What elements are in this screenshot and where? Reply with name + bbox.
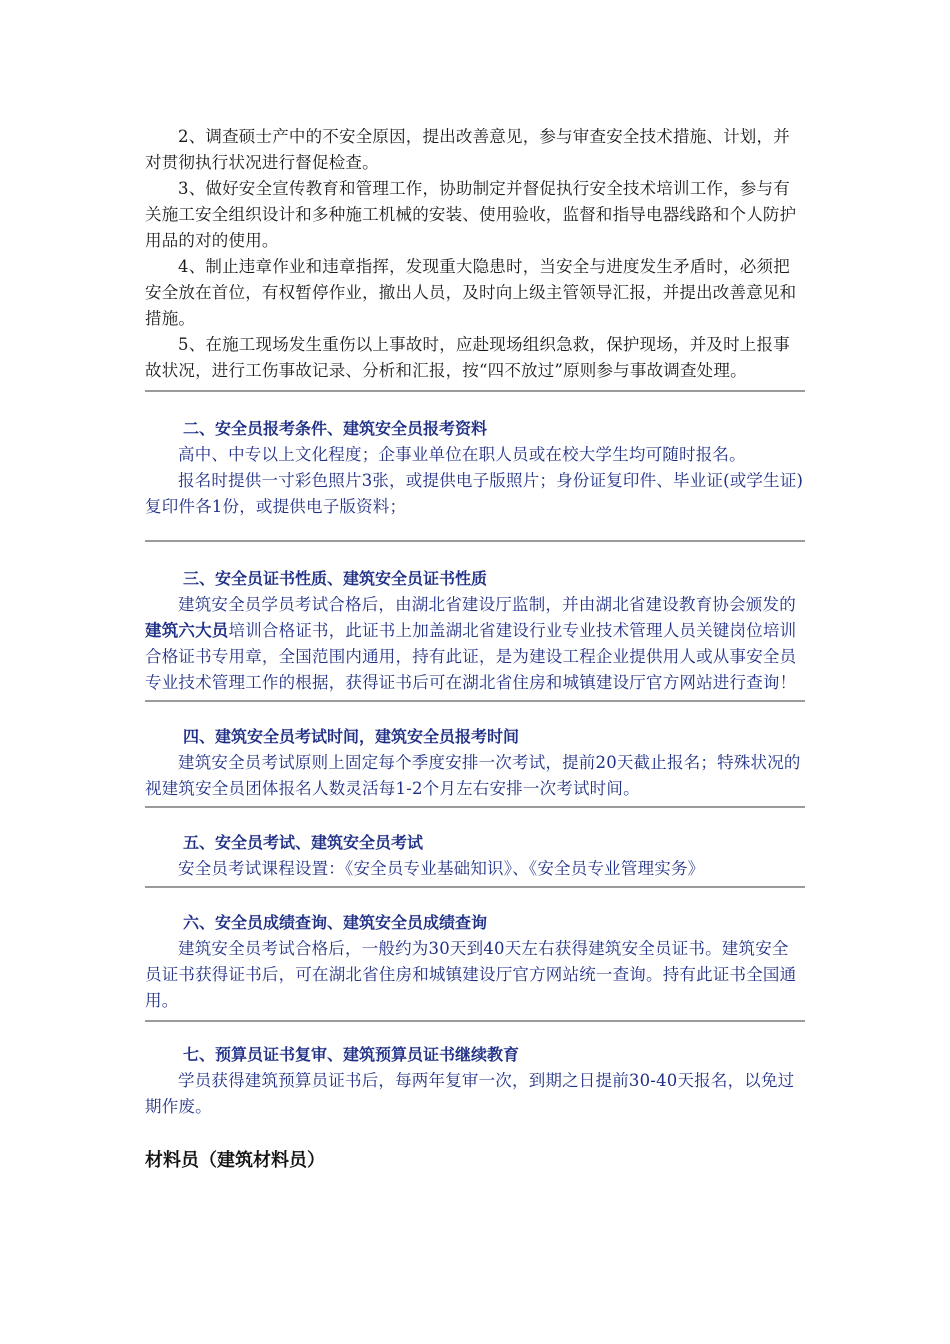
intro-paragraph-5: 5、在施工现场发生重伤以上事故时，应赴现场组织急救，保护现场，并及时上报事故状况，进行工伤事故记录、分析和汇报，按“四不放过”原则参与事故调查处理。: [145, 335, 790, 380]
section-2-paragraph-2: 报名时提供一寸彩色照片3张，或提供电子版照片；身份证复印件、毕业证(或学生证)复印件各1份，或提供电子版资料；: [145, 471, 804, 516]
section-2-paragraph-1: 高中、中专以上文化程度；企事业单位在职人员或在校大学生均可随时报名。: [178, 445, 746, 464]
section-5-paragraph: 安全员考试课程设置：《安全员专业基础知识》、《安全员专业管理实务》: [178, 859, 705, 878]
intro-paragraph-2: 2、调查硕士产中的不安全原因，提出改善意见，参与审查安全技术措施、计划，并对贯彻执行状况进行督促检查。: [145, 127, 790, 172]
intro-paragraph-4: 4、制止违章作业和违章指挥，发现重大隐患时，当安全与进度发生矛盾时，必须把安全放在首位，有权暂停作业，撤出人员，及时向上级主管领导汇报，并提出改善意见和措施。: [145, 257, 797, 328]
section-4-heading: 四、建筑安全员考试时间，建筑安全员报考时间: [183, 727, 520, 746]
section-3-text-a: 建筑安全员学员考试合格后，由湖北省建设厅监制，并由湖北省建设教育协会颁发的: [178, 595, 796, 614]
section-3-paragraph: [145, 592, 805, 696]
section-4-paragraph: 建筑安全员考试原则上固定每个季度安排一次考试，提前20天截止报名；特殊状况的视建筑安全员团体报名人数灵活每1-2个月左右安排一次考试时间。: [145, 753, 801, 798]
intro-paragraph-3: 3、做好安全宣传教育和管理工作，协助制定并督促执行安全技术培训工作，参与有关施工安全组织设计和多种施工机械的安装、使用验收，监督和指导电器线路和个人防护用品的对的使用。: [145, 179, 797, 250]
section-2-heading: 二、安全员报考条件、建筑安全员报考资料: [183, 419, 488, 438]
section-6-heading: 六、安全员成绩查询、建筑安全员成绩查询: [183, 913, 488, 932]
document-body: [145, 124, 805, 1172]
section-3-bold-text: 建筑六大员: [145, 621, 229, 640]
section-3-text-b: 培训合格证书，此证书上加盖湖北省建设行业专业技术管理人员关键岗位培训合格证书专用章，全国范围内通用，持有此证，是为建设工程企业提供用人或从事安全员专业技术管理工作的根据，获得证书后可在湖北省住房和城镇建设厅官方网站进行查询！: [145, 621, 797, 692]
section-5-heading: 五、安全员考试、建筑安全员考试: [183, 833, 424, 852]
section-7-heading: 七、预算员证书复审、建筑预算员证书继续教育: [183, 1045, 520, 1064]
materials-officer-title: 材料员（建筑材料员）: [145, 1150, 325, 1171]
section-6-paragraph: 建筑安全员考试合格后，一般约为30天到40天左右获得建筑安全员证书。建筑安全员证书获得证书后，可在湖北省住房和城镇建设厅官方网站统一查询。持有此证书全国通用。: [145, 939, 797, 1010]
section-3-heading: 三、安全员证书性质、建筑安全员证书性质: [183, 569, 488, 588]
section-7-paragraph: 学员获得建筑预算员证书后，每两年复审一次，到期之日提前30-40天报名，以免过期作废。: [145, 1071, 795, 1116]
